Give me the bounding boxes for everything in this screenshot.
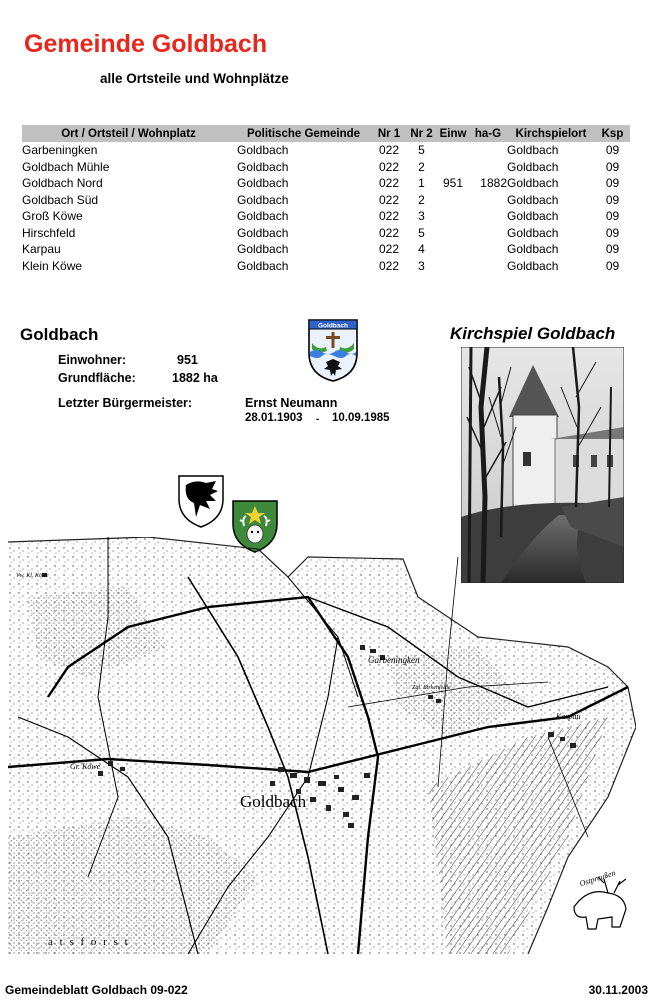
cell-nr1: 022 — [378, 225, 400, 240]
cell-gemeinde: Goldbach — [237, 258, 289, 273]
goldbach-crest-icon — [306, 317, 360, 383]
map-label-bottom: a t s f o r s t — [48, 936, 130, 948]
cell-gemeinde: Goldbach — [237, 143, 289, 158]
cell-ksp: 09 — [605, 159, 620, 174]
cell-nr2: 2 — [418, 159, 425, 174]
cell-kirchspielort: Goldbach — [507, 159, 559, 174]
buergermeister-name: Ernst Neumann — [245, 396, 338, 410]
cell-einw — [437, 159, 469, 176]
cell-kirchspielort: Goldbach — [507, 192, 559, 207]
cell-ort: Hirschfeld — [22, 225, 76, 240]
map-label-karpau: Karpau — [556, 712, 581, 721]
cell-gemeinde: Goldbach — [237, 192, 289, 207]
cell-nr1: 022 — [378, 192, 400, 207]
cell-kirchspielort: Goldbach — [507, 225, 559, 240]
cell-nr1: 022 — [378, 143, 400, 158]
cell-kirchspielort: Goldbach — [507, 209, 559, 224]
cell-ha — [469, 225, 507, 242]
cell-ort: Groß Köwe — [22, 209, 83, 224]
flaeche-value: 1882 ha — [172, 371, 218, 385]
cell-nr2: 5 — [418, 225, 425, 240]
page-subtitle: alle Ortsteile und Wohnplätze — [100, 71, 289, 86]
cell-gemeinde: Goldbach — [237, 225, 289, 240]
cell-einw — [437, 208, 469, 225]
cell-einw — [437, 241, 469, 258]
column-header-einw: Einw — [437, 125, 469, 142]
table-row — [22, 225, 630, 242]
cell-ha: 1882 — [480, 176, 507, 191]
cell-nr2: 2 — [418, 192, 425, 207]
column-header-ha: ha-G — [469, 125, 507, 142]
cell-einw — [437, 225, 469, 242]
flaeche-label: Grundfläche: — [58, 371, 136, 385]
table-row — [22, 175, 630, 192]
ostpreussen-stamp-icon — [574, 868, 626, 929]
cell-ort: Goldbach Nord — [22, 176, 103, 191]
cell-einw — [437, 142, 469, 159]
column-header-nr1: Nr 1 — [372, 125, 406, 142]
cell-kirchspielort: Goldbach — [507, 176, 559, 191]
cell-kirchspielort: Goldbach — [507, 258, 559, 273]
map-label-gr-koewe: Gr. Köwe — [70, 762, 101, 771]
map-label-goldbach: Goldbach — [240, 792, 307, 811]
cell-ha — [469, 208, 507, 225]
column-header-nr2: Nr 2 — [406, 125, 437, 142]
cell-gemeinde: Goldbach — [237, 159, 289, 174]
column-header-ort: Ort / Ortsteil / Wohnplatz — [22, 125, 235, 142]
cell-ha — [469, 142, 507, 159]
table-row — [22, 159, 630, 176]
cell-nr1: 022 — [378, 209, 400, 224]
column-header-ksp: Ksp — [595, 125, 630, 142]
stamp-label: Ostpreußen — [578, 868, 617, 889]
column-header-kirchspielort: Kirchspielort — [507, 125, 595, 142]
cell-ksp: 09 — [605, 242, 620, 257]
date-from: 28.01.1903 — [245, 412, 303, 424]
cell-nr1: 022 — [378, 258, 400, 273]
cell-ksp: 09 — [605, 258, 620, 273]
footer-left: Gemeindeblatt Goldbach 09-022 — [5, 983, 188, 997]
date-separator: - — [316, 414, 320, 425]
ortsteile-table — [22, 125, 630, 274]
page-title: Gemeinde Goldbach — [24, 30, 268, 58]
cell-nr2: 3 — [418, 209, 425, 224]
cell-einw: 951 — [442, 176, 464, 191]
cell-nr2: 5 — [418, 143, 425, 158]
map-label-vw-koewe: Vw. Kl. Köwe — [16, 573, 49, 579]
cell-ksp: 09 — [605, 176, 620, 191]
cell-ort: Klein Köwe — [22, 258, 83, 273]
cell-nr2: 4 — [418, 242, 425, 257]
cell-ha — [469, 258, 507, 275]
table-row — [22, 142, 630, 159]
map-label-garbeningken: Garbeningken — [368, 655, 420, 665]
cell-einw — [437, 258, 469, 275]
crest-label: Goldbach — [318, 322, 348, 330]
date-to: 10.09.1985 — [332, 412, 390, 424]
table-row — [22, 192, 630, 209]
cell-gemeinde: Goldbach — [237, 176, 289, 191]
cell-gemeinde: Goldbach — [237, 242, 289, 257]
gemeinde-name: Goldbach — [20, 325, 99, 344]
column-header-gemeinde: Politische Gemeinde — [235, 125, 372, 142]
buergermeister-label: Letzter Bürgermeister: — [58, 396, 193, 410]
cell-einw — [437, 192, 469, 209]
cell-ha — [469, 159, 507, 176]
table-row — [22, 241, 630, 258]
cell-kirchspielort: Goldbach — [507, 143, 559, 158]
cell-ha — [469, 241, 507, 258]
cell-gemeinde: Goldbach — [237, 209, 289, 224]
cell-nr1: 022 — [378, 159, 400, 174]
cell-nr1: 022 — [378, 242, 400, 257]
cell-ksp: 09 — [605, 192, 620, 207]
einwohner-label: Einwohner: — [58, 353, 127, 367]
footer-right: 30.11.2003 — [588, 983, 648, 997]
cell-ksp: 09 — [605, 209, 620, 224]
cell-ksp: 09 — [605, 143, 620, 158]
table-row — [22, 208, 630, 225]
cell-ort: Garbeningken — [22, 143, 98, 158]
cell-ksp: 09 — [605, 225, 620, 240]
cell-ha — [469, 192, 507, 209]
map-label-birkenfelde: Zgl. Birkenfelde — [412, 685, 451, 691]
cell-kirchspielort: Goldbach — [507, 242, 559, 257]
table-header-row — [22, 125, 630, 142]
black-claw-crest-icon — [176, 473, 226, 529]
table-row — [22, 258, 630, 275]
cell-ort: Karpau — [22, 242, 61, 257]
historic-map — [8, 537, 636, 954]
kirchspiel-title: Kirchspiel Goldbach — [450, 324, 616, 343]
cell-nr1: 022 — [378, 176, 400, 191]
cell-nr2: 1 — [418, 176, 425, 191]
einwohner-value: 951 — [177, 353, 198, 367]
cell-nr2: 3 — [418, 258, 425, 273]
cell-ort: Goldbach Süd — [22, 192, 99, 207]
cell-ort: Goldbach Mühle — [22, 159, 110, 174]
